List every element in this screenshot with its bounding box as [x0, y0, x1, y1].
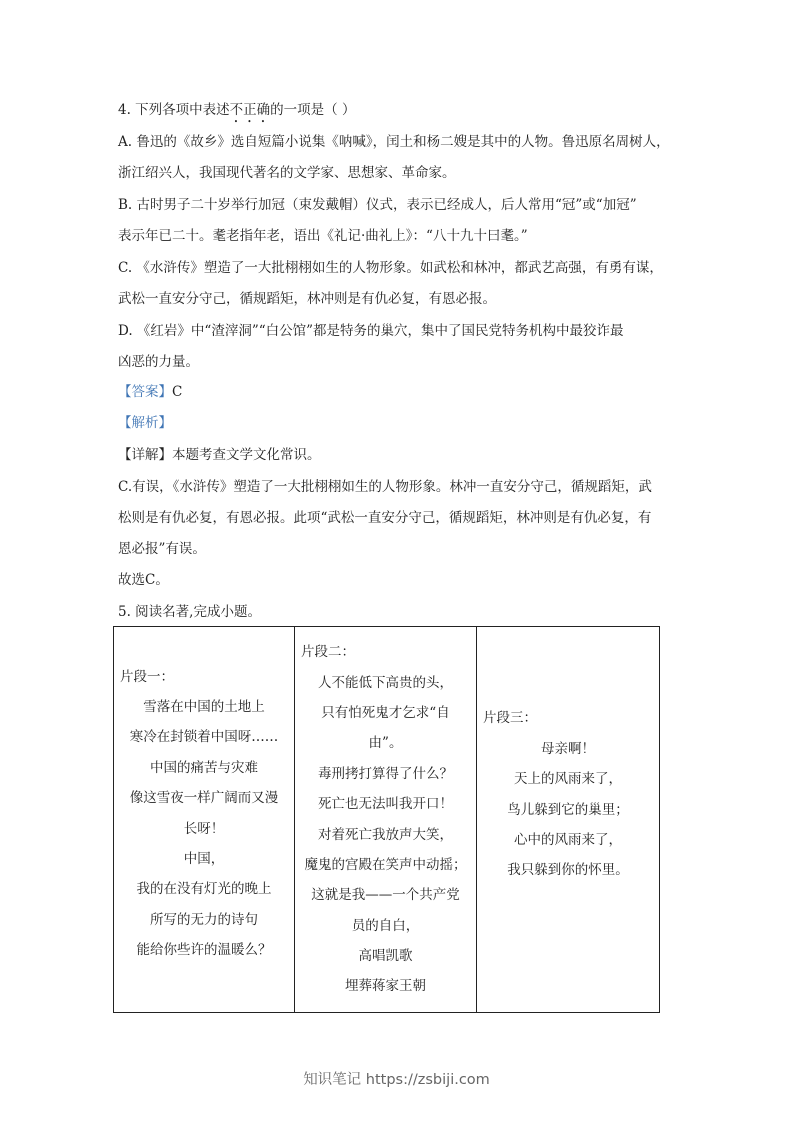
poem-line: 长呀！ [183, 820, 225, 837]
poem-line: 这就是我——一个共产党 [311, 887, 460, 904]
analysis-label: 【解析】 [118, 415, 172, 431]
poem-line: 所写的无力的诗句 [150, 911, 258, 928]
excerpt-3-cell [477, 627, 660, 1013]
poem-line: 高唱凯歌 [358, 948, 413, 965]
excerpt-1-cell [114, 627, 295, 1013]
option-d-line1: D. 《红岩》中“渣滓洞”“白公馆”都是特务的巢穴，集中了国民党特务机构中最狡诈最 [118, 323, 624, 339]
excerpt-2-cell [295, 627, 477, 1013]
poem-line: 对着死亡我放声大笑， [318, 826, 453, 843]
conclusion: 故选C。 [118, 572, 169, 588]
q4-stem: 4. 下列各项中表述不正确的一项是（ ） [118, 102, 356, 118]
poem-line: 人不能低下高贵的头， [318, 674, 453, 691]
poem-line: 母亲啊！ [541, 740, 595, 757]
poem-line: 中国， [183, 850, 225, 867]
excerpt-2-lines [301, 668, 476, 1002]
poem-line: 能给你些许的温暖么？ [136, 942, 272, 959]
explanation-line2: 松则是有仇必复，有恩必报。此项“武松一直安分守己，循规蹈矩，林冲则是有仇必复，有 [118, 510, 652, 526]
excerpt-1-lines [120, 692, 294, 966]
poem-line: 寒冷在封锁着中国呀…… [129, 729, 279, 746]
excerpt-3-title: 片段三： [483, 710, 537, 727]
poem-line: 中国的痛苦与灾难 [150, 759, 258, 776]
q4-stem-emphasis: 不正确 [229, 102, 271, 118]
option-b-line1: B. 古时男子二十岁举行加冠（束发戴帽）仪式，表示已经成人，后人常用“冠”或“加冠” [118, 197, 637, 213]
explanation-line3: 恩必报”有误。 [118, 541, 206, 557]
poem-line: 只有怕死鬼才乞求“自 [321, 704, 450, 721]
poem-line: 员的自白， [351, 917, 420, 934]
option-d-line2: 凶恶的力量。 [118, 354, 199, 370]
excerpts-row [114, 627, 660, 1013]
explanation-line1: C.有误，《水浒传》塑造了一大批栩栩如生的人物形象。林冲一直安分守己，循规蹈矩，武 [118, 479, 652, 495]
answer-value: C [172, 384, 183, 400]
excerpt-1-title: 片段一： [120, 668, 174, 685]
excerpts-table [113, 626, 660, 1013]
poem-line: 我的在没有灯光的晚上 [136, 881, 272, 898]
poem-line: 心中的风雨来了， [514, 831, 622, 848]
option-a-line1: A. 鲁迅的《故乡》选自短篇小说集《呐喊》，闰土和杨二嫂是其中的人物。鲁迅原名周树人， [118, 134, 670, 150]
poem-line: 埋葬蒋家王朝 [345, 978, 426, 995]
poem-line: 魔鬼的宫殿在笑声中动摇； [304, 856, 467, 873]
detail-line: 【详解】本题考查文学文化常识。 [118, 447, 321, 463]
poem-line: 天上的风雨来了， [514, 771, 622, 788]
option-b-line2: 表示年已二十。耄老指年老，语出《礼记·曲礼上》：“八十九十曰耄。” [118, 228, 528, 244]
poem-line: 死亡也无法叫我开口！ [318, 796, 453, 813]
excerpt-2-title: 片段二： [301, 644, 355, 661]
q5-stem: 5. 阅读名著,完成小题。 [118, 604, 261, 620]
answer-label: 【答案】 [118, 384, 172, 400]
poem-line: 毒刑拷打算得了什么？ [318, 765, 453, 782]
answer [118, 382, 182, 402]
poem-line: 我只躲到你的怀里。 [507, 862, 629, 879]
option-c-line2: 武松一直安分守己，循规蹈矩，林冲则是有仇必复，有恩必报。 [118, 291, 496, 307]
poem-line: 由”。 [368, 735, 403, 752]
poem-line: 像这雪夜一样广阔而又漫 [129, 790, 279, 807]
footer-watermark: 知识笔记 https://zsbiji.com [303, 1072, 490, 1088]
poem-line: 鸟儿躲到它的巢里； [507, 801, 629, 818]
option-c-line1: C. 《水浒传》塑造了一大批栩栩如生的人物形象。如武松和林冲，都武艺高强，有勇有谋， [118, 260, 663, 276]
excerpt-3-lines [483, 734, 659, 886]
option-a-line2: 浙江绍兴人，我国现代著名的文学家、思想家、革命家。 [118, 165, 456, 181]
poem-line: 雪落在中国的土地上 [143, 698, 265, 715]
